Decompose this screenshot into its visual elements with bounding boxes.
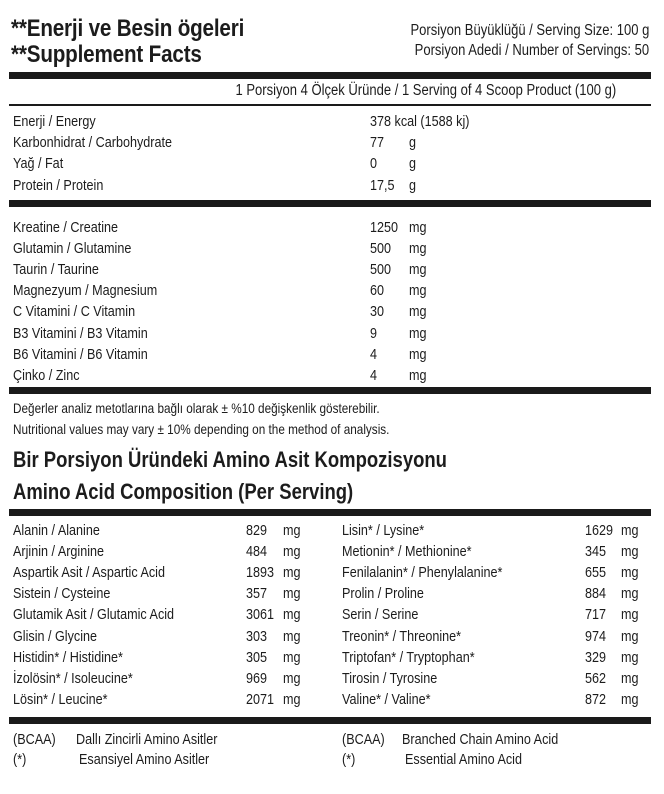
divider-thick [9, 200, 651, 207]
legend-text: Essential Amino Acid [405, 751, 522, 768]
row-unit: mg [621, 648, 639, 666]
legend-key: (BCAA) [342, 731, 385, 748]
row-label: Aspartik Asit / Aspartic Acid [13, 564, 165, 582]
legend-key: (*) [342, 751, 356, 768]
row-label: Glutamik Asit / Glutamic Acid [13, 606, 175, 624]
note-tr: Değerler analiz metotlarına bağlı olarak ± %10 değişkenlik gösterebilir. [13, 400, 380, 416]
legend-key: (BCAA) [13, 731, 56, 748]
row-unit: mg [409, 219, 427, 236]
title-tr: **Enerji ve Besin ögeleri [11, 15, 245, 42]
table-row [342, 541, 662, 562]
table-row [13, 604, 333, 625]
row-unit: mg [409, 324, 427, 342]
table-row [342, 689, 662, 710]
row-value: 1893 [246, 564, 275, 582]
divider-thick [9, 509, 651, 516]
row-value: 4 [370, 345, 378, 363]
table-row [13, 259, 427, 280]
table-row [13, 668, 333, 689]
row-value: 655 [585, 564, 607, 582]
serving-line: 1 Porsiyon 4 Ölçek Üründe / 1 Serving of 4 Scoop Product (100 g) [235, 82, 616, 99]
row-unit: mg [283, 669, 301, 687]
row-label: Valine* / Valine* [342, 690, 431, 708]
row-value: 500 [370, 240, 392, 258]
table-row [13, 626, 333, 647]
row-unit: mg [621, 522, 639, 539]
row-value: 500 [370, 261, 392, 279]
legend-text: Esansiyel Amino Asitler [79, 751, 210, 768]
row-value: 4 [370, 366, 378, 384]
row-value: 974 [585, 627, 607, 645]
divider-thin [9, 104, 651, 106]
row-value: 60 [370, 282, 385, 300]
row-value: 1250 [370, 219, 399, 236]
table-row [342, 583, 662, 604]
row-label: Glisin / Glycine [13, 627, 98, 645]
row-label: Çinko / Zinc [13, 366, 80, 384]
row-label: Serin / Serine [342, 606, 419, 624]
table-row [13, 217, 427, 238]
table-row [13, 132, 417, 153]
row-value: 717 [585, 606, 607, 624]
table-row [342, 668, 662, 689]
legend-text: Branched Chain Amino Acid [402, 731, 559, 748]
amino-title-en: Amino Acid Composition (Per Serving) [13, 479, 354, 504]
table-row [342, 647, 662, 668]
serving-size: Porsiyon Büyüklüğü / Serving Size: 100 g [410, 22, 649, 39]
row-value: 329 [585, 648, 607, 666]
row-value: 0 [370, 155, 378, 173]
row-unit: mg [409, 303, 427, 321]
title-en: **Supplement Facts [11, 41, 202, 68]
row-unit: g [409, 155, 417, 173]
row-label: Glutamin / Glutamine [13, 240, 132, 258]
row-value: 305 [246, 648, 268, 666]
row-label: Tirosin / Tyrosine [342, 669, 438, 687]
table-row [342, 520, 662, 541]
row-unit: g [409, 176, 417, 194]
row-label: Alanin / Alanine [13, 522, 100, 539]
table-row [342, 626, 662, 647]
row-unit: mg [409, 261, 427, 279]
row-label: Taurin / Taurine [13, 261, 99, 279]
table-row [13, 562, 333, 583]
table-row [13, 541, 333, 562]
note-en: Nutritional values may vary ± 10% depending on the method of analysis. [13, 421, 390, 437]
divider-thick [9, 387, 651, 394]
row-label: Fenilalanin* / Phenylalanine* [342, 564, 503, 582]
row-value: 3061 [246, 606, 275, 624]
legend-key: (*) [13, 751, 27, 768]
divider-thick [9, 717, 651, 724]
row-label: Protein / Protein [13, 176, 104, 194]
row-value: 484 [246, 543, 268, 561]
row-unit: mg [621, 606, 639, 624]
row-unit: mg [621, 690, 639, 708]
row-label: Kreatine / Creatine [13, 219, 119, 236]
row-value: 30 [370, 303, 385, 321]
row-unit: mg [283, 606, 301, 624]
row-label: Yağ / Fat [13, 155, 64, 173]
row-label: B6 Vitamini / B6 Vitamin [13, 345, 148, 363]
row-label: Magnezyum / Magnesium [13, 282, 158, 300]
table-row [13, 175, 417, 196]
divider-thick [9, 72, 651, 79]
row-value: 1629 [585, 522, 614, 539]
table-row [13, 301, 427, 322]
table-row [13, 323, 427, 344]
row-value: 872 [585, 690, 607, 708]
row-label: Arjinin / Arginine [13, 543, 105, 561]
row-unit: mg [621, 627, 639, 645]
row-unit: mg [621, 543, 639, 561]
row-label: Prolin / Proline [342, 585, 424, 603]
table-row [13, 583, 333, 604]
row-unit: mg [409, 345, 427, 363]
table-row [13, 689, 333, 710]
row-unit: mg [283, 648, 301, 666]
table-row [13, 153, 417, 174]
row-unit: mg [283, 690, 301, 708]
row-label: C Vitamini / C Vitamin [13, 303, 136, 321]
row-label: Triptofan* / Tryptophan* [342, 648, 475, 666]
table-row [13, 238, 427, 259]
table-row [342, 562, 662, 583]
table-row [13, 647, 333, 668]
row-unit: mg [409, 240, 427, 258]
table-row [13, 280, 427, 301]
row-label: Sistein / Cysteine [13, 585, 111, 603]
row-value: 345 [585, 543, 607, 561]
row-unit: mg [283, 522, 301, 539]
row-label: Lösin* / Leucine* [13, 690, 108, 708]
servings-count: Porsiyon Adedi / Number of Servings: 50 [414, 42, 649, 59]
row-value: 9 [370, 324, 378, 342]
row-unit: mg [283, 543, 301, 561]
row-value: 829 [246, 522, 268, 539]
row-value: 969 [246, 669, 268, 687]
row-value: 562 [585, 669, 607, 687]
amino-title-tr: Bir Porsiyon Üründeki Amino Asit Kompozisyonu [13, 447, 447, 472]
table-row [342, 604, 662, 625]
table-row [13, 344, 427, 365]
row-value: 357 [246, 585, 268, 603]
table-row [13, 365, 427, 386]
row-label: İzolösin* / Isoleucine* [13, 669, 133, 687]
row-value: 2071 [246, 690, 275, 708]
row-unit: mg [283, 627, 301, 645]
table-row [13, 111, 470, 132]
row-unit: mg [621, 585, 639, 603]
row-label: Histidin* / Histidine* [13, 648, 123, 666]
row-unit: mg [621, 564, 639, 582]
legend-text: Dallı Zincirli Amino Asitler [76, 731, 218, 748]
row-label: Lisin* / Lysine* [342, 522, 425, 539]
row-unit: mg [621, 669, 639, 687]
row-label: Treonin* / Threonine* [342, 627, 462, 645]
row-unit: mg [283, 564, 301, 582]
row-value: 303 [246, 627, 268, 645]
row-label: Karbonhidrat / Carbohydrate [13, 134, 172, 152]
row-unit: mg [409, 282, 427, 300]
row-unit: mg [283, 585, 301, 603]
row-unit: g [409, 134, 417, 152]
row-label: Metionin* / Methionine* [342, 543, 472, 561]
row-value: 378 kcal (1588 kj) [370, 113, 470, 130]
row-value: 17,5 [370, 176, 395, 194]
row-label: Enerji / Energy [13, 113, 96, 130]
row-unit: mg [409, 366, 427, 384]
table-row [13, 520, 333, 541]
row-value: 77 [370, 134, 385, 152]
row-label: B3 Vitamini / B3 Vitamin [13, 324, 148, 342]
row-value: 884 [585, 585, 607, 603]
